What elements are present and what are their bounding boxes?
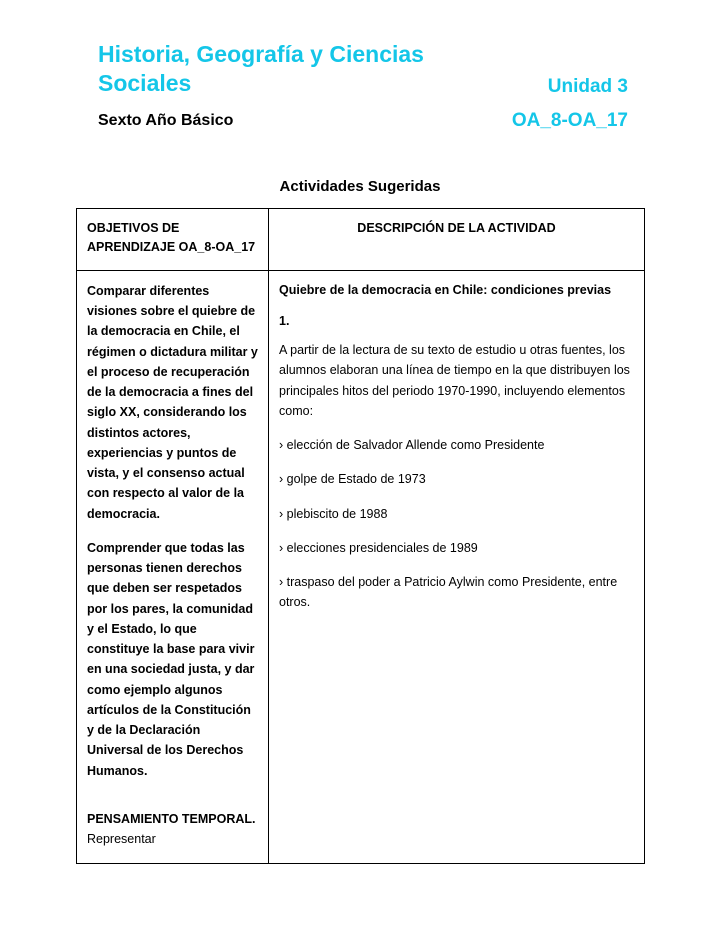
- objective-paragraph-2: Comprender que todas las personas tienen derechos que deben ser respetados por los pares, la comunidad y el Estado, lo que constituye la base para vivir en una sociedad justa, y dar como ejemplo algunos artículos de la Constitución y de la Declaración Universal de los Derechos Humanos.: [87, 540, 255, 778]
- grade-level: Sexto Año Básico: [98, 112, 234, 129]
- objective-paragraph-3: [87, 809, 258, 850]
- objectives-cell: [77, 270, 269, 863]
- description-cell: [269, 270, 645, 863]
- oa-range: OA_8-OA_17: [511, 110, 628, 131]
- list-item: › elecciones presidenciales de 1989: [279, 540, 478, 555]
- header-bottom-row: [98, 112, 628, 138]
- table-header-row: [77, 209, 645, 271]
- column-header-objectives: OBJETIVOS DE APRENDIZAJE OA_8-OA_17: [77, 209, 269, 271]
- list-item: › plebiscito de 1988: [279, 506, 388, 521]
- list-item: › elección de Salvador Allende como Presidente: [279, 438, 545, 453]
- table-row: [77, 270, 645, 863]
- unit-label: Unidad 3: [547, 76, 628, 97]
- activity-title: Quiebre de la democracia en Chile: condiciones previas: [279, 282, 612, 297]
- objective-skill-label: PENSAMIENTO TEMPORAL.: [87, 811, 256, 826]
- objective-skill-text: Representar: [87, 832, 156, 846]
- objective-paragraph-1: Comparar diferentes visiones sobre el quiebre de la democracia en Chile, el régimen o dictadura militar y el proceso de recuperación de la democracia a fines del siglo XX, considerando los distintos actores, experiencias y puntos de vista, y el consenso actual con respecto al valor de la democracia.: [87, 283, 258, 521]
- subject-title: Historia, Geografía y Ciencias Sociales: [98, 41, 424, 97]
- activities-table-wrapper: [76, 208, 644, 864]
- header-top-row: [98, 40, 628, 106]
- list-item: › traspaso del poder a Patricio Aylwin como Presidente, entre otros.: [279, 575, 618, 610]
- list-item: › golpe de Estado de 1973: [279, 472, 426, 487]
- column-header-description: DESCRIPCIÓN DE LA ACTIVIDAD: [269, 209, 645, 271]
- activity-intro: A partir de la lectura de su texto de estudio u otras fuentes, los alumnos elaboran una línea de tiempo en la que distribuyen los principales hitos del periodo 1970-1990, incluyendo elementos como:: [279, 343, 630, 418]
- activities-table: [76, 208, 645, 864]
- document-header: [98, 40, 628, 138]
- activity-number: 1.: [279, 314, 290, 329]
- page-title: Actividades Sugeridas: [279, 178, 441, 195]
